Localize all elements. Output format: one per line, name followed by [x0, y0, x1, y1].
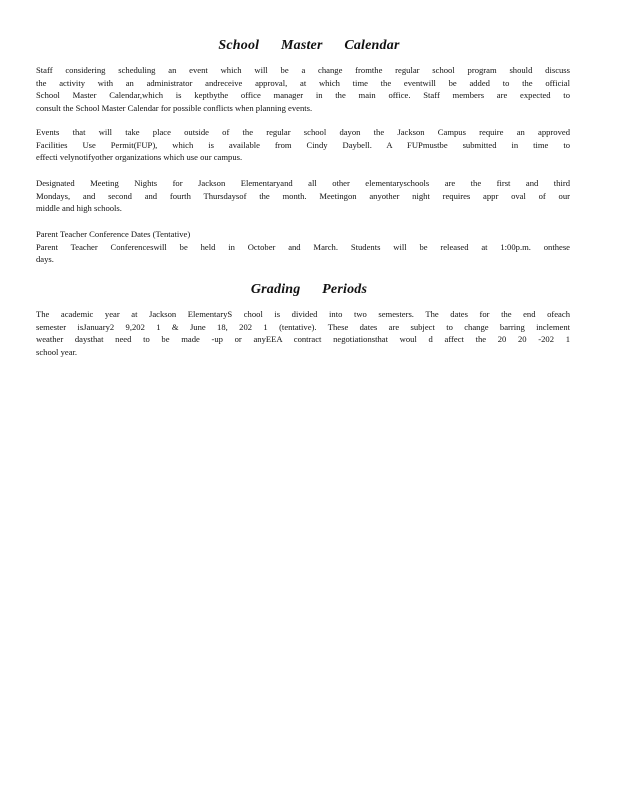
- text-line: Mondays, and second and fourth Thursdaysof the month. Meetingon anyother night requires appr oval of our: [36, 190, 570, 201]
- text-line: effecti velynotifyother organizations which use our campus.: [36, 152, 243, 163]
- text-line: Facilities Use Permit(FUP), which is available from Cindy Daybell. A FUPmustbe submitted in time to: [36, 139, 570, 150]
- text-line: The academic year at Jackson ElementaryS chool is divided into two semesters. The dates for the end ofeach: [36, 309, 570, 319]
- text-line: days.: [36, 254, 54, 265]
- paragraph-scheduling: [36, 64, 570, 114]
- text-line: middle and high schools.: [36, 203, 122, 214]
- text-line: Designated Meeting Nights for Jackson Elementaryand all other elementaryschools are the first and third: [36, 178, 570, 188]
- page-title: School Master Calendar: [218, 38, 400, 53]
- paragraph-grading-periods: [36, 308, 570, 358]
- section-title-grading: Grading Periods: [250, 282, 368, 297]
- text-line: Parent Teacher Conference Dates (Tentative): [36, 229, 191, 239]
- paragraph-meeting-nights: [36, 177, 570, 215]
- paragraph-facilities: [36, 126, 570, 164]
- text-line: Parent Teacher Conferenceswill be held in October and March. Students will be released at 1:00p.m. onthese: [36, 241, 570, 252]
- text-line: School Master Calendar,which is keptbythe office manager in the main office. Staff members are expected to: [36, 90, 570, 101]
- text-line: weather daysthat need to be made -up or anyEEA contract negotiationsthat woul d affect the 20 20 -202 1: [36, 334, 570, 345]
- paragraph-conferences: [36, 228, 570, 266]
- text-line: consult the School Master Calendar for possible conflicts when planning events.: [36, 102, 313, 113]
- text-line: Staff considering scheduling an event which will be a change fromthe regular school program should discuss: [36, 65, 570, 75]
- text-line: semester isJanuary2 9,202 1 & June 18, 202 1 (tentative). These dates are subject to change barring inclement: [36, 321, 570, 332]
- text-line: Events that will take place outside of the regular school dayon the Jackson Campus require an approved: [36, 127, 570, 137]
- text-line: school year.: [36, 346, 78, 357]
- text-line: the activity with an administrator andreceive approval, at which time the eventwill be added to the official: [36, 77, 570, 88]
